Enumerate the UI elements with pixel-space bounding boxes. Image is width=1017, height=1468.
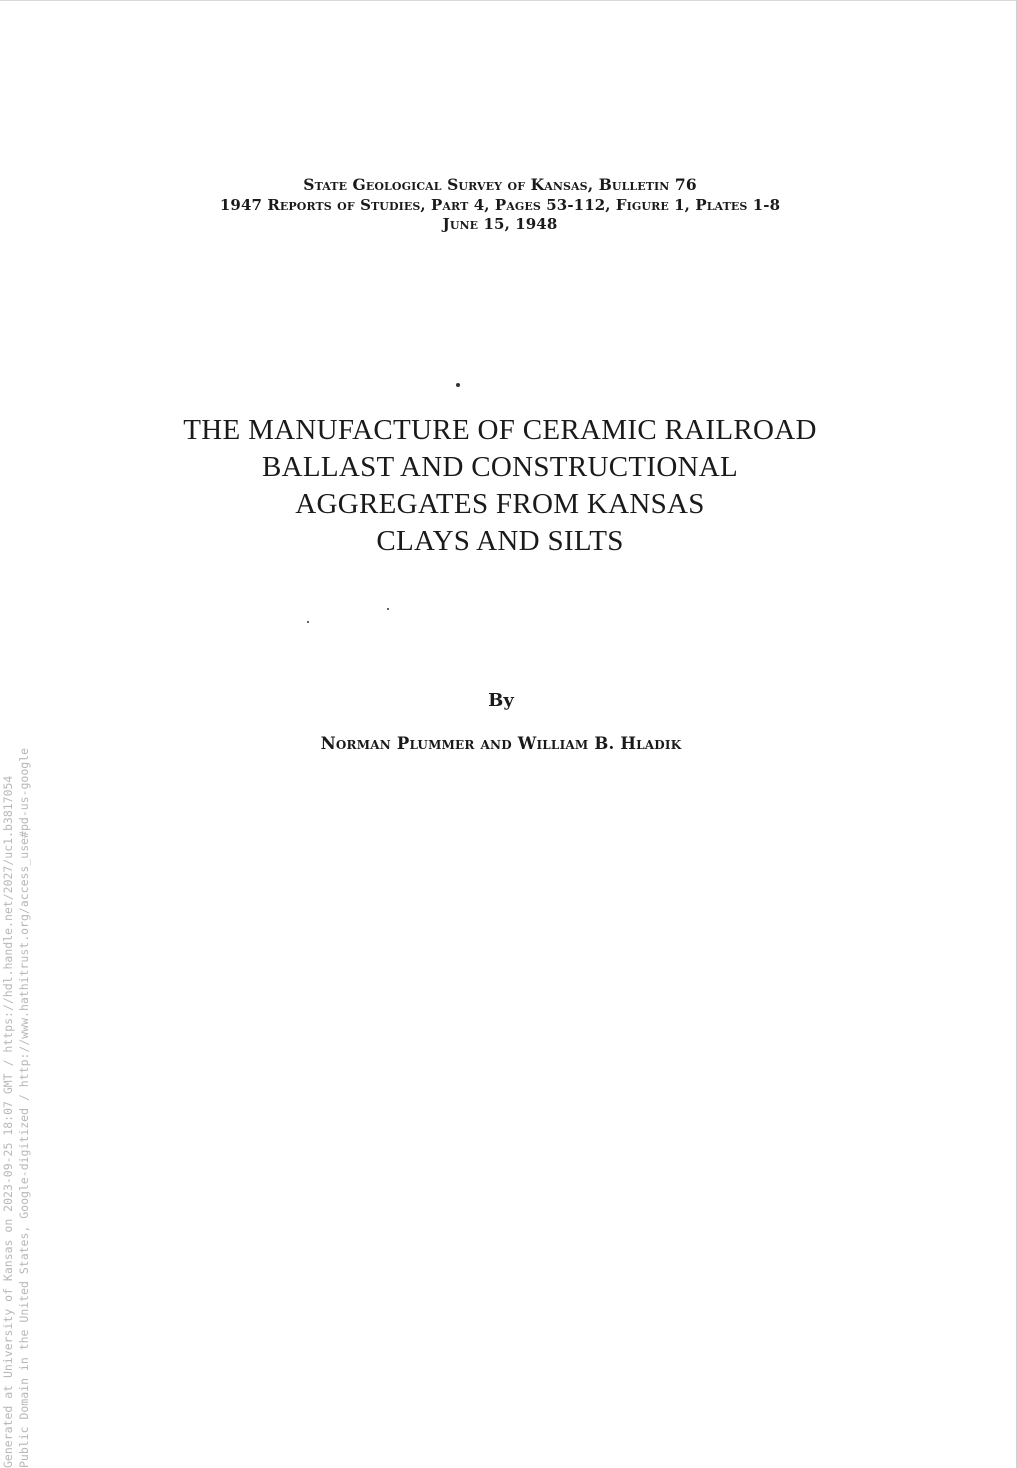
author-names: Norman Plummer and William B. Hladik [320,734,682,753]
publication-date: June 15, 1948 [442,215,558,233]
title-line-3: AGGREGATES FROM KANSAS [295,488,705,520]
digitization-watermark [0,698,32,1468]
scan-speck [307,621,309,623]
watermark-line-2: Public Domain in the United States, Google-digitized / http://www.hathitrust.org/access_use#pd-us-google [17,747,31,1468]
title-line-4: CLAYS AND SILTS [376,525,624,557]
scan-speck [387,608,389,610]
scan-speck [456,383,460,387]
title-line-1: THE MANUFACTURE OF CERAMIC RAILROAD [183,414,817,446]
page-top-edge [0,0,1017,1]
report-pages-line: 1947 Reports of Studies, Part 4, Pages 53-112, Figure 1, Plates 1-8 [219,196,781,214]
by-label: By [488,690,514,711]
bulletin-header [0,174,1000,232]
document-title [0,412,1000,560]
bulletin-series-line: State Geological Survey of Kansas, Bulletin 76 [303,175,697,194]
title-line-2: BALLAST AND CONSTRUCTIONAL [261,451,739,483]
watermark-line-1: Generated at University of Kansas on 2023-09-25 18:07 GMT / https://hdl.handle.net/2027/uc1.b3817054 [1,775,15,1468]
